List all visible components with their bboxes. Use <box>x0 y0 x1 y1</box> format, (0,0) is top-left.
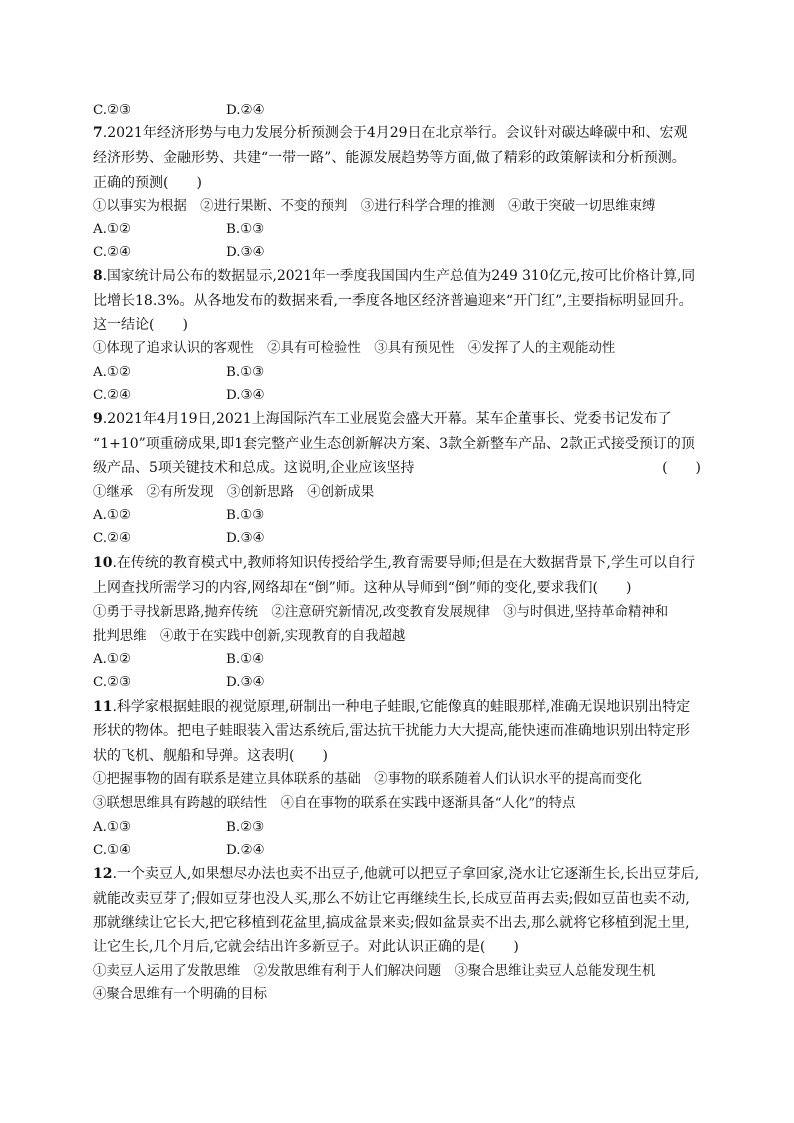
question-number: 9 <box>93 411 103 427</box>
question-9-line-3 <box>93 460 701 477</box>
option-c: C.②④ <box>93 388 132 403</box>
question-number: 12 <box>93 866 113 882</box>
question-7-options-ab <box>93 221 265 238</box>
question-11-choices-line-1: ①把握事物的固有联系是建立具体联系的基础 ②事物的联系随着人们认识水平的提高而变化 <box>93 772 643 787</box>
question-10-options-ab <box>93 651 265 668</box>
question-7-line-1 <box>93 125 688 142</box>
question-9-line-2: “1+10”项重磅成果,即1套完整产业生态创新解决方案、3款全新整车产品、2款正式接受预订的顶 <box>93 436 695 452</box>
question-12-line-3: 那就继续让它长大,把它移植到花盆里,搞成盆景来卖;假如盆景卖不出去,那么就将它移植到泥土里, <box>93 915 690 931</box>
question-9-choices: ①继承 ②有所发现 ③创新思路 ④创新成果 <box>93 485 375 500</box>
option-d: D.③④ <box>226 675 265 690</box>
option-d: D.③④ <box>226 388 265 403</box>
option-b: B.②③ <box>226 820 265 835</box>
top-options-row <box>93 102 265 119</box>
question-11-line-1 <box>93 699 690 716</box>
option-b: B.①③ <box>226 222 265 237</box>
question-10-options-cd <box>93 674 265 691</box>
question-text: .在传统的教育模式中,教师将知识传授给学生,教育需要导师;但是在大数据背景下,学生可以自行 <box>112 555 695 571</box>
question-7-line-3: 正确的预测( ) <box>93 175 202 191</box>
option-c: C.①④ <box>93 843 132 858</box>
question-11-options-ab <box>93 819 265 836</box>
question-7-options-cd <box>93 244 265 261</box>
option-a: A.①② <box>93 652 131 667</box>
question-7-choices: ①以事实为根据 ②进行果断、不变的预判 ③进行科学合理的推测 ④敢于突破一切思维束缚 <box>93 199 656 214</box>
option-b: B.①③ <box>226 365 265 380</box>
question-12-line-2: 就能改卖豆芽了;假如豆芽也没人买,那么不妨让它再继续生长,长成豆苗再去卖;假如豆苗也卖不动, <box>93 891 690 907</box>
question-number: 7 <box>93 125 103 141</box>
question-text: 级产品、5项关键技术和总成。这说明,企业应该坚持 <box>93 460 415 476</box>
option-c: C.②④ <box>93 531 132 546</box>
question-text: .科学家根据蛙眼的视觉原理,研制出一种电子蛙眼,它能像真的蛙眼那样,准确无误地识别出特定 <box>112 699 691 715</box>
option-a: A.①② <box>93 508 131 523</box>
question-number: 10 <box>93 555 113 571</box>
question-12-line-1 <box>93 866 699 883</box>
question-text: .2021年4月19日,2021上海国际汽车工业展览会盛大开幕。某车企董事长、党委书记发布了 <box>102 411 672 427</box>
question-number: 8 <box>93 268 103 284</box>
question-10-line-2: 上网查找所需学习的内容,网络却在“倒”师。这种从导师到“倒”师的变化,要求我们( ) <box>93 580 632 596</box>
option-a: A.①② <box>93 222 131 237</box>
question-11-options-cd <box>93 842 265 859</box>
question-7-line-2: 经济形势、金融形势、共建“一带一路”、能源发展趋势等方面,做了精彩的政策解读和分析预测。 <box>93 150 686 166</box>
question-8-choices: ①体现了追求认识的客观性 ②具有可检验性 ③具有预见性 ④发挥了人的主观能动性 <box>93 341 616 356</box>
question-9-line-1 <box>93 411 672 428</box>
option-d: D.②④ <box>226 843 265 858</box>
option-c: C.②③ <box>93 103 132 118</box>
question-number: 11 <box>93 699 113 715</box>
question-9-options-ab <box>93 507 265 524</box>
question-10-choices-line-1: ①勇于寻找新思路,抛弃传统 ②注意研究新情况,改变教育发展规律 ③与时俱进,坚持革命精神和 <box>93 605 669 620</box>
question-12-choices-line-1: ①卖豆人运用了发散思维 ②发散思维有利于人们解决问题 ③聚合思维让卖豆人总能发现生机 <box>93 964 656 979</box>
answer-paren: ( ) <box>662 460 701 476</box>
option-d: D.③④ <box>226 245 265 260</box>
option-a: A.①③ <box>93 820 131 835</box>
question-8-line-1 <box>93 268 695 285</box>
question-8-options-ab <box>93 364 265 381</box>
question-8-options-cd <box>93 387 265 404</box>
option-c: C.②④ <box>93 245 132 260</box>
question-8-line-3: 这一结论( ) <box>93 317 188 333</box>
question-11-choices-line-2: ③联想思维具有跨越的联结性 ④自在事物的联系在实践中逐渐具备“人化”的特点 <box>93 796 576 811</box>
question-11-line-3: 状的飞机、舰船和导弹。这表明( ) <box>93 748 328 764</box>
question-text: .一个卖豆人,如果想尽办法也卖不出豆子,他就可以把豆子拿回家,浇水让它逐渐生长,长出豆芽后, <box>112 866 700 882</box>
option-d: D.②④ <box>226 103 265 118</box>
question-11-line-2: 形状的物体。把电子蛙眼装入雷达系统后,雷达抗干扰能力大大提高,能快速而准确地识别出特定形 <box>93 723 690 739</box>
question-12-choices-line-2: ④聚合思维有一个明确的目标 <box>93 987 268 1002</box>
question-10-choices-line-2: 批判思维 ④敢于在实践中创新,实现教育的自我超越 <box>93 629 406 644</box>
question-text: .国家统计局公布的数据显示,2021年一季度我国国内生产总值为249 310亿元,按可比价格计算,同 <box>102 268 696 284</box>
question-12-line-4: 让它生长,几个月后,它就会结出许多新豆子。对此认识正确的是( ) <box>93 939 519 955</box>
option-b: B.①④ <box>226 652 265 667</box>
option-a: A.①② <box>93 365 131 380</box>
question-10-line-1 <box>93 555 695 572</box>
question-9-options-cd <box>93 530 265 547</box>
option-d: D.③④ <box>226 531 265 546</box>
question-text: .2021年经济形势与电力发展分析预测会于4月29日在北京举行。会议针对碳达峰碳中和、宏观 <box>102 125 688 141</box>
option-c: C.②③ <box>93 675 132 690</box>
option-b: B.①③ <box>226 508 265 523</box>
question-8-line-2: 比增长18.3%。从各地发布的数据来看,一季度各地区经济普遍迎来“开门红”,主要指标明显回升。 <box>93 293 693 309</box>
